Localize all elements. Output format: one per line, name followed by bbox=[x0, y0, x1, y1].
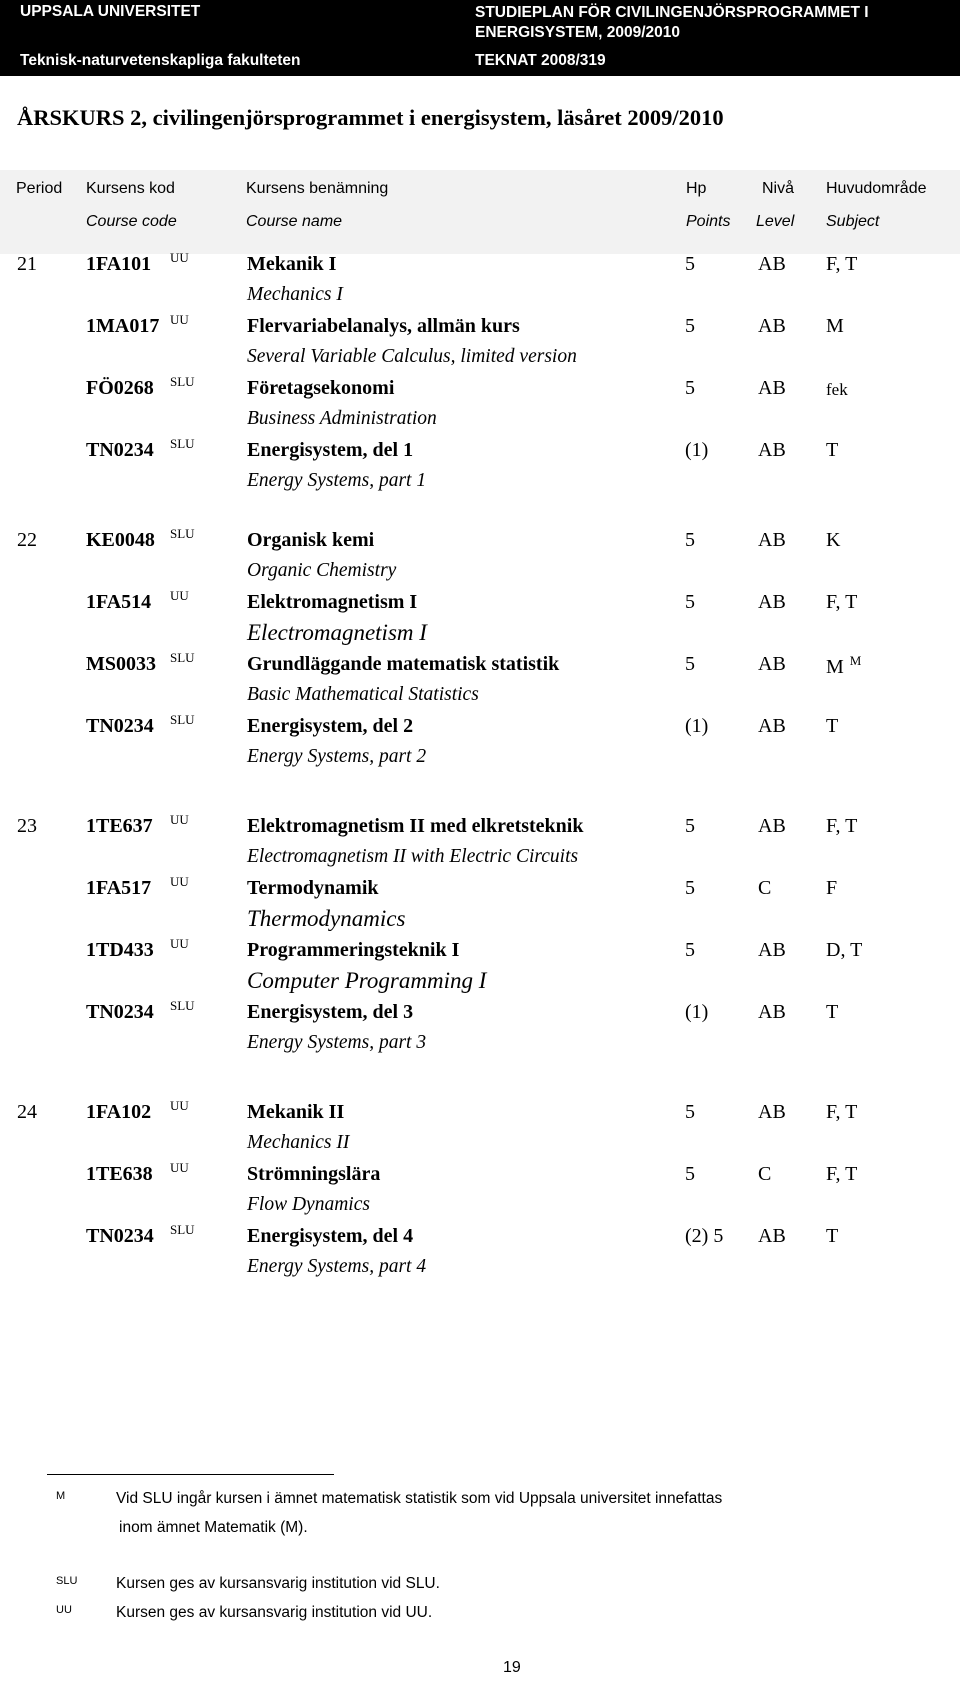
col-points-en: Points bbox=[686, 213, 731, 230]
course-subject-text: M bbox=[826, 656, 844, 678]
faculty-name: Teknisk-naturvetenskapliga fakulteten bbox=[20, 52, 301, 69]
institution-mark: UU bbox=[170, 874, 189, 889]
course-name-en: Several Variable Calculus, limited version bbox=[247, 346, 577, 367]
course-row bbox=[0, 812, 960, 877]
course-name-en: Flow Dynamics bbox=[247, 1194, 370, 1215]
course-row bbox=[0, 526, 960, 591]
document-reference: TEKNAT 2008/319 bbox=[475, 52, 606, 69]
study-plan-title: STUDIEPLAN FÖR CIVILINGENJÖRSPROGRAMMET I ENERGISYSTEM, 2009/2010 bbox=[475, 4, 869, 41]
course-subject-text: F, T bbox=[826, 1163, 858, 1185]
course-subject-text: fek bbox=[826, 380, 848, 399]
course-points: 5 bbox=[685, 939, 695, 961]
page-title: ÅRSKURS 2, civilingenjörsprogrammet i energisystem, läsåret 2009/2010 bbox=[17, 105, 724, 130]
course-name-en: Energy Systems, part 2 bbox=[247, 746, 427, 767]
course-level: AB bbox=[758, 253, 786, 275]
col-name: Kursens benämning bbox=[246, 180, 389, 197]
course-row bbox=[0, 712, 960, 777]
course-subject bbox=[826, 253, 857, 276]
course-subject-text: T bbox=[826, 1225, 839, 1247]
course-name-sv: Energisystem, del 3 bbox=[247, 1001, 414, 1023]
course-row bbox=[0, 874, 960, 939]
course-points: 5 bbox=[685, 1163, 695, 1185]
course-points: 5 bbox=[685, 529, 695, 551]
course-name-sv: Energisystem, del 2 bbox=[247, 715, 414, 737]
course-subject bbox=[826, 1225, 838, 1248]
course-subject bbox=[826, 877, 837, 900]
course-code: 1TD433 bbox=[86, 939, 154, 961]
course-row bbox=[0, 374, 960, 439]
course-code: TN0234 bbox=[86, 1001, 154, 1023]
course-row bbox=[0, 1160, 960, 1225]
institution-mark: SLU bbox=[170, 1222, 195, 1237]
course-level: C bbox=[758, 877, 772, 899]
institution-mark: UU bbox=[170, 250, 189, 265]
course-code: TN0234 bbox=[86, 715, 154, 737]
course-name-en: Mechanics I bbox=[247, 284, 343, 305]
page-number: 19 bbox=[503, 1659, 521, 1676]
course-row bbox=[0, 436, 960, 501]
course-code: 1FA514 bbox=[86, 591, 152, 613]
course-subject-text: F, T bbox=[826, 815, 858, 837]
course-name-en: Energy Systems, part 3 bbox=[247, 1032, 427, 1053]
footnote-divider bbox=[47, 1474, 334, 1475]
institution-mark: UU bbox=[170, 588, 189, 603]
course-subject-text: D, T bbox=[826, 939, 863, 961]
course-code: 1FA102 bbox=[86, 1101, 152, 1123]
course-name-sv: Organisk kemi bbox=[247, 529, 375, 551]
col-code-en: Course code bbox=[86, 213, 177, 230]
course-row bbox=[0, 250, 960, 315]
course-name-sv: Termodynamik bbox=[247, 877, 379, 899]
course-name-sv: Grundläggande matematisk statistik bbox=[247, 653, 560, 675]
course-points: 5 bbox=[685, 1101, 695, 1123]
course-level: AB bbox=[758, 653, 786, 675]
course-name-sv: Företagsekonomi bbox=[247, 377, 395, 399]
institution-mark: SLU bbox=[170, 998, 195, 1013]
course-subject bbox=[826, 529, 840, 552]
course-subject-text: F, T bbox=[826, 591, 858, 613]
course-subject bbox=[826, 939, 862, 962]
course-name-en: Organic Chemistry bbox=[247, 560, 397, 581]
period-number: 23 bbox=[17, 815, 37, 837]
course-points: 5 bbox=[685, 653, 695, 675]
col-hp: Hp bbox=[686, 180, 707, 197]
subject-footnote-mark: M bbox=[849, 653, 862, 668]
institution-mark: SLU bbox=[170, 436, 195, 451]
institution-mark: SLU bbox=[170, 650, 195, 665]
course-subject bbox=[826, 439, 838, 462]
course-level: AB bbox=[758, 1225, 786, 1247]
course-subject bbox=[826, 591, 857, 614]
course-code: 1FA517 bbox=[86, 877, 152, 899]
course-level: AB bbox=[758, 529, 786, 551]
institution-mark: UU bbox=[170, 1098, 189, 1113]
course-level: AB bbox=[758, 715, 786, 737]
institution-mark: UU bbox=[170, 312, 189, 327]
course-code: FÖ0268 bbox=[86, 377, 154, 399]
course-subject bbox=[826, 315, 844, 338]
course-subject-text: T bbox=[826, 439, 839, 461]
course-code: 1TE638 bbox=[86, 1163, 153, 1185]
course-points: (1) bbox=[685, 439, 709, 461]
course-code: 1MA017 bbox=[86, 315, 160, 337]
footnote-m-mark: M bbox=[56, 1490, 66, 1502]
footnote-slu-mark: SLU bbox=[56, 1575, 78, 1587]
course-code: TN0234 bbox=[86, 439, 154, 461]
course-points: 5 bbox=[685, 377, 695, 399]
table-header bbox=[0, 170, 960, 254]
course-name-sv: Flervariabelanalys, allmän kurs bbox=[247, 315, 520, 337]
course-name-en: Electromagnetism I bbox=[247, 620, 427, 645]
course-level: AB bbox=[758, 439, 786, 461]
course-subject bbox=[826, 1101, 857, 1124]
course-name-en: Mechanics II bbox=[247, 1132, 350, 1153]
course-subject-text: T bbox=[826, 1001, 839, 1023]
course-level: AB bbox=[758, 315, 786, 337]
col-subject: Huvudområde bbox=[826, 180, 927, 197]
course-row bbox=[0, 936, 960, 1001]
course-code: KE0048 bbox=[86, 529, 155, 551]
institution-mark: UU bbox=[170, 936, 189, 951]
course-name-en: Thermodynamics bbox=[247, 906, 406, 931]
course-name-en: Energy Systems, part 4 bbox=[247, 1256, 427, 1277]
course-name-en: Basic Mathematical Statistics bbox=[247, 684, 479, 705]
course-points: 5 bbox=[685, 591, 695, 613]
course-subject bbox=[826, 715, 838, 738]
page-header bbox=[0, 0, 960, 76]
course-subject bbox=[826, 1001, 838, 1024]
course-subject bbox=[826, 1163, 857, 1186]
course-points: 5 bbox=[685, 315, 695, 337]
institution-mark: UU bbox=[170, 812, 189, 827]
course-name-en: Business Administration bbox=[247, 408, 437, 429]
col-level: Nivå bbox=[762, 180, 795, 197]
course-row bbox=[0, 650, 960, 715]
course-name-sv: Energisystem, del 4 bbox=[247, 1225, 414, 1247]
course-points: 5 bbox=[685, 877, 695, 899]
col-level-en: Level bbox=[756, 213, 795, 230]
course-code: TN0234 bbox=[86, 1225, 154, 1247]
course-row bbox=[0, 998, 960, 1063]
footnote-uu-text: Kursen ges av kursansvarig institution vid UU. bbox=[116, 1604, 433, 1621]
course-level: AB bbox=[758, 939, 786, 961]
course-name-sv: Elektromagnetism II med elkretsteknik bbox=[247, 815, 584, 837]
footnote-uu-mark: UU bbox=[56, 1604, 72, 1616]
footnote-slu-text: Kursen ges av kursansvarig institution vid SLU. bbox=[116, 1575, 440, 1592]
university-name: UPPSALA UNIVERSITET bbox=[20, 3, 201, 20]
course-subject-text: T bbox=[826, 715, 839, 737]
course-code: MS0033 bbox=[86, 653, 156, 675]
course-points: 5 bbox=[685, 253, 695, 275]
period-number: 21 bbox=[17, 253, 37, 275]
course-name-sv: Mekanik I bbox=[247, 253, 337, 275]
course-subject bbox=[826, 380, 848, 400]
institution-mark: SLU bbox=[170, 374, 195, 389]
course-points: (1) bbox=[685, 715, 709, 737]
course-subject bbox=[826, 815, 857, 838]
course-subject-text: F bbox=[826, 877, 838, 899]
course-level: AB bbox=[758, 377, 786, 399]
course-subject-text: M bbox=[826, 315, 844, 337]
course-level: AB bbox=[758, 1001, 786, 1023]
course-level: C bbox=[758, 1163, 772, 1185]
course-points: 5 bbox=[685, 815, 695, 837]
period-number: 24 bbox=[17, 1101, 37, 1123]
course-name-en: Energy Systems, part 1 bbox=[247, 470, 427, 491]
course-subject-text: K bbox=[826, 529, 841, 551]
institution-mark: SLU bbox=[170, 526, 195, 541]
course-name-sv: Energisystem, del 1 bbox=[247, 439, 414, 461]
course-name-sv: Elektromagnetism I bbox=[247, 591, 418, 613]
course-points: (2) 5 bbox=[685, 1225, 724, 1247]
footnote-m-line1: Vid SLU ingår kursen i ämnet matematisk statistik som vid Uppsala universitet innefattas bbox=[116, 1490, 723, 1507]
course-code: 1TE637 bbox=[86, 815, 153, 837]
course-code: 1FA101 bbox=[86, 253, 152, 275]
course-name-sv: Programmeringsteknik I bbox=[247, 939, 460, 961]
course-level: AB bbox=[758, 591, 786, 613]
col-code: Kursens kod bbox=[86, 180, 175, 197]
course-row bbox=[0, 1098, 960, 1163]
course-row bbox=[0, 312, 960, 377]
course-name-sv: Mekanik II bbox=[247, 1101, 345, 1123]
period-number: 22 bbox=[17, 529, 37, 551]
course-row bbox=[0, 1222, 960, 1287]
footnote-m-line2: inom ämnet Matematik (M). bbox=[119, 1519, 308, 1536]
col-period: Period bbox=[16, 180, 63, 197]
course-name-en: Computer Programming I bbox=[247, 968, 487, 993]
course-row bbox=[0, 588, 960, 653]
course-subject bbox=[826, 653, 861, 679]
course-name-en: Electromagnetism II with Electric Circuits bbox=[247, 846, 579, 867]
course-name-sv: Strömningslära bbox=[247, 1163, 381, 1185]
col-subject-en: Subject bbox=[826, 213, 880, 230]
course-subject-text: F, T bbox=[826, 1101, 858, 1123]
col-name-en: Course name bbox=[246, 213, 343, 230]
course-subject-text: F, T bbox=[826, 253, 858, 275]
course-level: AB bbox=[758, 1101, 786, 1123]
institution-mark: SLU bbox=[170, 712, 195, 727]
course-level: AB bbox=[758, 815, 786, 837]
course-points: (1) bbox=[685, 1001, 709, 1023]
institution-mark: UU bbox=[170, 1160, 189, 1175]
